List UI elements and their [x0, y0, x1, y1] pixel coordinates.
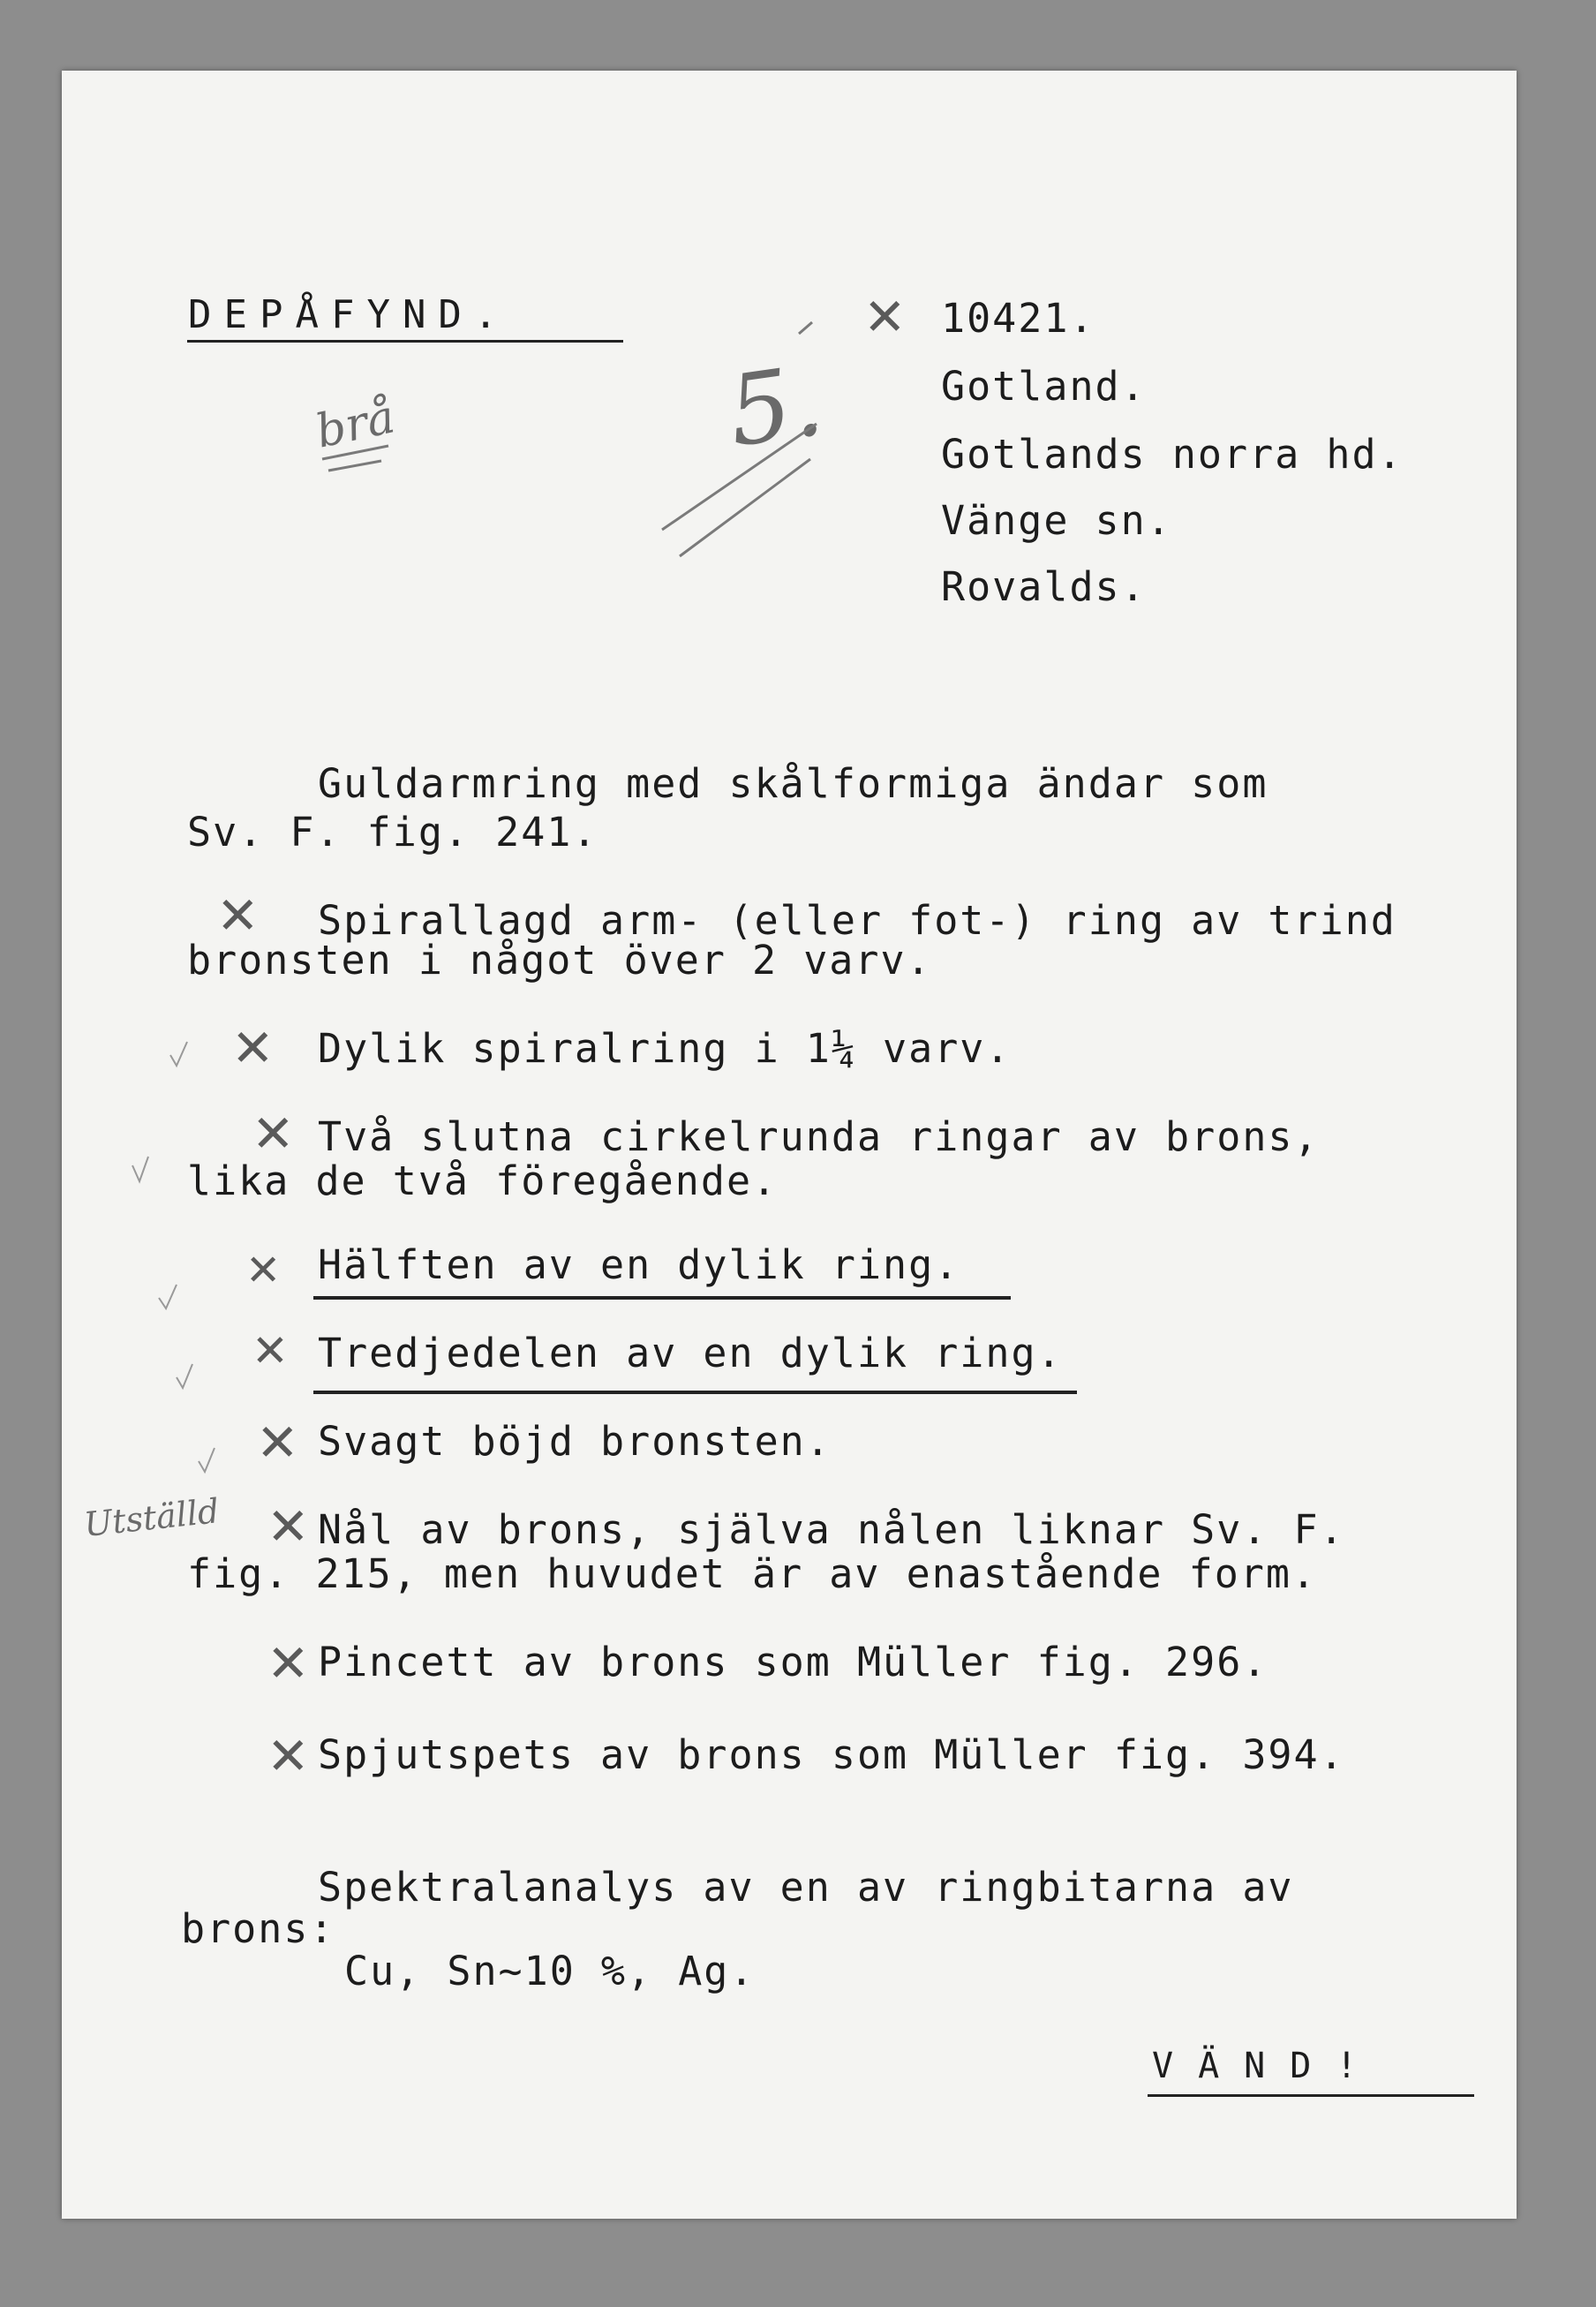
title-underline [187, 340, 623, 343]
location-line: Gotland. [941, 363, 1147, 410]
x-mark-icon: ✕ [267, 1726, 310, 1786]
item-text: Tredjedelen av en dylik ring. [318, 1330, 1063, 1376]
turn-over-underline [1148, 2094, 1474, 2097]
item-text: Guldarmring med skålformiga ändar som [318, 760, 1269, 807]
pencil-note-utstalld: Utställd [82, 1491, 222, 1544]
pencil-note-bra: brå [311, 390, 400, 459]
item-text: fig. 215, men huvudet är av enastående form. [187, 1550, 1318, 1597]
analysis-text: brons: [181, 1905, 335, 1952]
item-text: Dylik spiralring i 1¼ varv. [318, 1025, 1012, 1072]
item-text: lika de två föregående. [187, 1157, 779, 1204]
x-mark-icon: ✕ [267, 1633, 310, 1693]
item-text: Två slutna cirkelrunda ringar av brons, [318, 1113, 1320, 1160]
location-line: Vänge sn. [941, 497, 1172, 544]
x-mark-icon: ✕ [216, 886, 260, 946]
x-mark-icon: ✕ [245, 1246, 282, 1295]
location-line: Gotlands norra hd. [941, 431, 1404, 478]
item-text: Hälften av en dylik ring. [318, 1241, 960, 1288]
x-mark-icon: ✕ [256, 1413, 299, 1473]
item-text: bronsten i något över 2 varv. [187, 937, 932, 984]
pencil-number: 5. [721, 343, 830, 469]
item-text: Spjutspets av brons som Müller fig. 394. [318, 1731, 1345, 1778]
catalog-number: 10421. [941, 295, 1095, 342]
card-title: DEPÅFYND. [188, 292, 510, 337]
turn-over-note: VÄND! [1152, 2046, 1382, 2086]
item-text: Sv. F. fig. 241. [187, 809, 598, 856]
item-text: Pincett av brons som Müller fig. 296. [318, 1639, 1269, 1685]
location-line: Rovalds. [941, 563, 1147, 610]
x-mark-icon: ✕ [267, 1497, 310, 1557]
x-mark-icon: ✕ [252, 1325, 289, 1376]
item-underline [313, 1391, 1077, 1394]
x-mark-icon: ✕ [231, 1018, 275, 1078]
analysis-formula: Cu, Sn∼10 %, Ag. [344, 1948, 756, 1994]
item-text: Svagt böjd bronsten. [318, 1418, 832, 1465]
item-text: Nål av brons, själva nålen liknar Sv. F. [318, 1506, 1345, 1553]
item-text: Spirallagd arm- (eller fot-) ring av trind [318, 897, 1396, 944]
analysis-text: Spektralanalys av en av ringbitarna av [318, 1864, 1294, 1911]
x-mark-icon: ✕ [863, 287, 907, 347]
x-mark-icon: ✕ [252, 1104, 295, 1164]
item-underline [313, 1296, 1011, 1300]
